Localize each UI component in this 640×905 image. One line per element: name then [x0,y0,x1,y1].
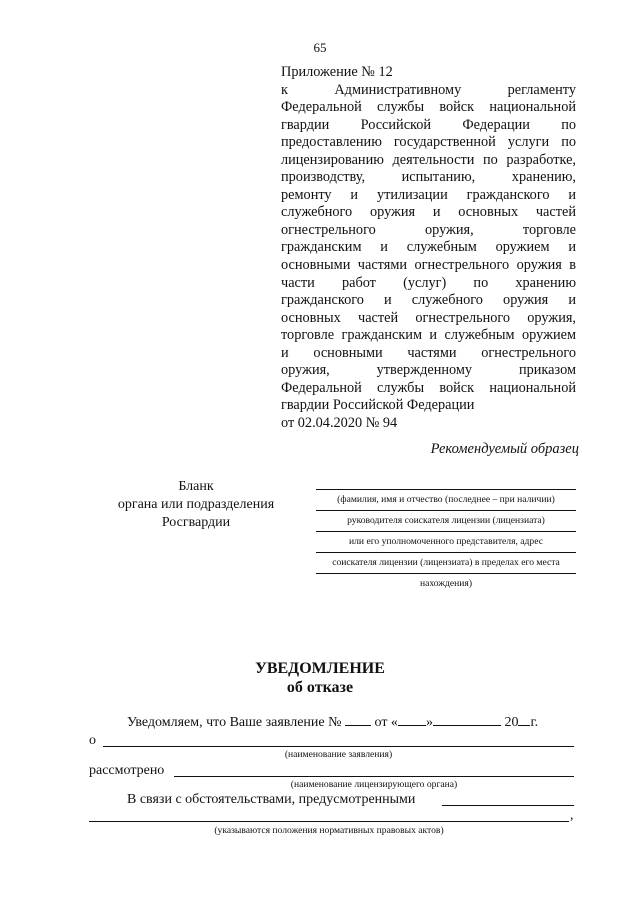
addressee-block [316,487,576,592]
addressee-caption: соискателя лицензии (лицензиата) в пределах его места [332,557,560,568]
appendix-line: торговле гражданским и служебным оружием [281,327,576,344]
notice-prefix-about: о [89,733,96,748]
addressee-caption: нахождения) [419,578,473,589]
appendix-line: и основными частями огнестрельного [281,344,576,361]
appendix-line: Приложение № 12 [281,64,393,80]
page-number: 65 [313,40,327,55]
notice-text: от « [374,715,398,730]
appendix-line: к Административному регламенту [281,81,576,98]
notice-text: 20 [504,715,519,730]
addressee-caption: или его уполномоченного представителя, адрес [349,536,543,547]
appendix-line: оружия, утвержденному приказом [281,362,576,379]
day-field[interactable] [398,713,426,726]
appendix-line: лицензированию деятельности по разработке, [281,151,576,168]
appendix-line: основных частей огнестрельного оружия, [281,309,576,326]
appendix-block [281,64,576,432]
circumstances-field[interactable] [442,805,574,806]
document-title: УВЕДОМЛЕНИЕ [255,660,385,677]
sample-label: Рекомендуемый образец [430,441,579,457]
appendix-line: Федеральной службы войск национальной [281,99,576,116]
appendix-line: от 02.04.2020 № 94 [281,414,398,431]
letterhead-line: Росгвардии [161,515,231,530]
appendix-line: гвардии Российской Федерации [281,397,475,414]
addressee-fill-line[interactable] [316,552,576,553]
month-field[interactable] [433,713,501,726]
appendix-line: предоставлению государственной услуги по [281,134,576,151]
notice-circumstances-text: В связи с обстоятельствами, предусмотренными [127,792,416,807]
appendix-line: ремонту и утилизации гражданского и [281,186,576,203]
notice-text: » [425,715,433,730]
appendix-line: гвардии Российской Федерации по [281,116,576,133]
letterhead-line: Бланк [178,479,214,494]
appendix-line: основными частями огнестрельного оружия в [281,257,576,274]
legal-provisions-caption: (указываются положения нормативных правовых актов) [214,825,444,836]
notice-text: Уведомляем, что Ваше заявление № [127,715,342,730]
notice-line-1 [127,713,538,731]
appendix-line: гражданским и служебным оружием и [281,239,576,256]
addressee-caption: руководителя соискателя лицензии (лицензиата) [347,515,545,526]
application-number-field[interactable] [345,713,371,726]
document-subtitle: об отказе [286,679,354,696]
authority-name-caption: (наименование лицензирующего органа) [290,779,458,790]
appendix-line: производству, испытанию, хранению, [281,169,576,186]
addressee-caption: (фамилия, имя и отчество (последнее – при наличии) [337,494,555,505]
addressee-fill-line[interactable] [316,489,576,490]
legal-provisions-field[interactable] [89,821,569,822]
appendix-line: гражданского и служебного оружия и [281,292,576,309]
year-field[interactable] [518,713,530,726]
appendix-line: части работ (услуг) по хранению [281,274,576,291]
appendix-line: огнестрельного оружия, торговле [281,221,576,238]
letterhead-line: органа или подразделения [117,497,275,512]
trailing-comma: , [570,808,574,823]
notice-prefix-reviewed: рассмотрено [89,763,165,778]
application-name-caption: (наименование заявления) [284,749,393,760]
addressee-fill-line[interactable] [316,510,576,511]
addressee-fill-line[interactable] [316,573,576,574]
application-name-field[interactable] [103,746,574,747]
notice-text: г. [530,715,539,730]
appendix-line: Федеральной службы войск национальной [281,379,576,396]
appendix-line: служебного оружия и основных частей [281,204,576,221]
addressee-fill-line[interactable] [316,531,576,532]
letterhead-placeholder [96,478,296,532]
authority-name-field[interactable] [174,776,574,777]
